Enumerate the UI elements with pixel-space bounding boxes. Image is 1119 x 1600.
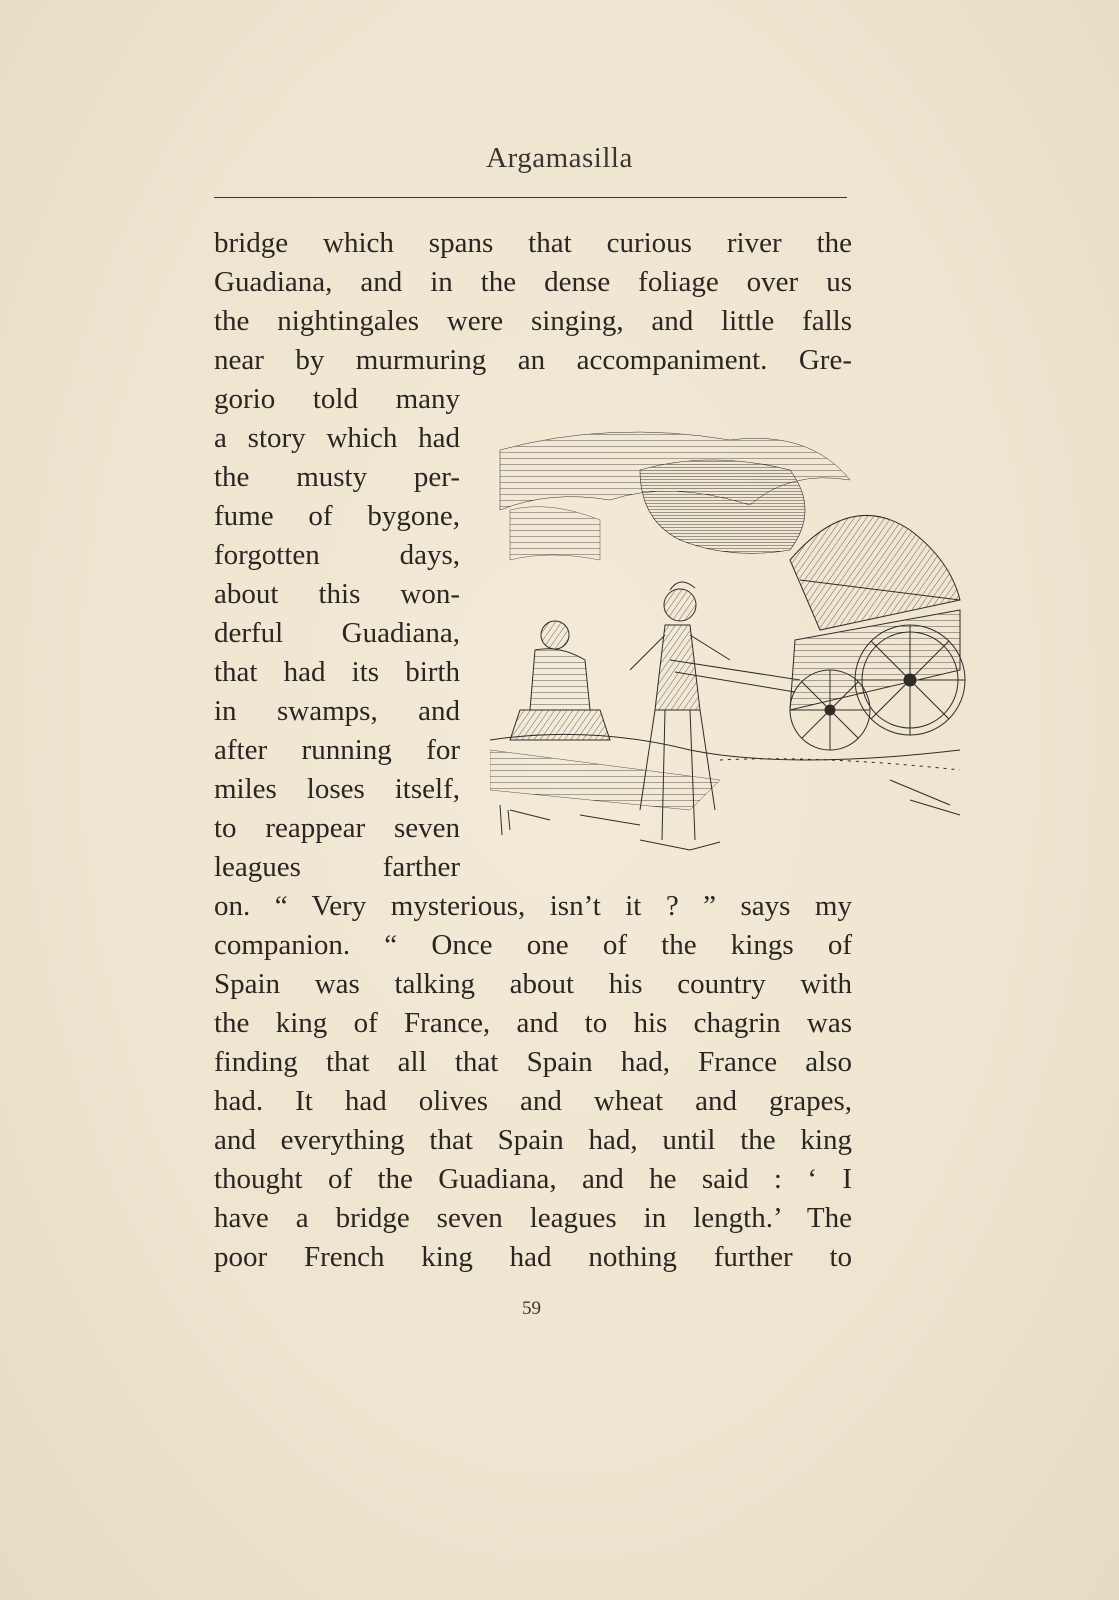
text-line: that had its birth: [214, 656, 460, 688]
text-line: poor French king had nothing further to: [214, 1241, 852, 1273]
text-line: the nightingales were singing, and little falls: [214, 305, 852, 337]
text-line: leagues farther: [214, 851, 460, 883]
text-line: thought of the Guadiana, and he said : ‘ I: [214, 1163, 852, 1195]
text-line: fume of bygone,: [214, 500, 460, 532]
text-line: finding that all that Spain had, France also: [214, 1046, 852, 1078]
text-line: companion. “ Once one of the kings of: [214, 929, 852, 961]
text-line: on. “ Very mysterious, isn’t it ? ” says my: [214, 890, 852, 922]
text-line: a story which had: [214, 422, 460, 454]
text-line: forgotten days,: [214, 539, 460, 571]
page-number: 59: [522, 1298, 541, 1319]
text-line: miles loses itself,: [214, 773, 460, 805]
text-line: the king of France, and to his chagrin was: [214, 1007, 852, 1039]
text-line: the musty per-: [214, 461, 460, 493]
text-line: Guadiana, and in the dense foliage over us: [214, 266, 852, 298]
text-line: gorio told many: [214, 383, 460, 415]
text-line: bridge which spans that curious river the: [214, 227, 852, 259]
text-line: derful Guadiana,: [214, 617, 460, 649]
text-line: about this won-: [214, 578, 460, 610]
text-line: Spain was talking about his country with: [214, 968, 852, 1000]
text-line: after running for: [214, 734, 460, 766]
engraving-illustration: [490, 410, 985, 880]
text-line: near by murmuring an accompaniment. Gre-: [214, 344, 852, 376]
text-line: in swamps, and: [214, 695, 460, 727]
text-line: to reappear seven: [214, 812, 460, 844]
text-line: and everything that Spain had, until the king: [214, 1124, 852, 1156]
running-title: Argamasilla: [486, 142, 633, 174]
header-rule: [214, 197, 847, 198]
text-line: have a bridge seven leagues in length.’ The: [214, 1202, 852, 1234]
text-line: had. It had olives and wheat and grapes,: [214, 1085, 852, 1117]
